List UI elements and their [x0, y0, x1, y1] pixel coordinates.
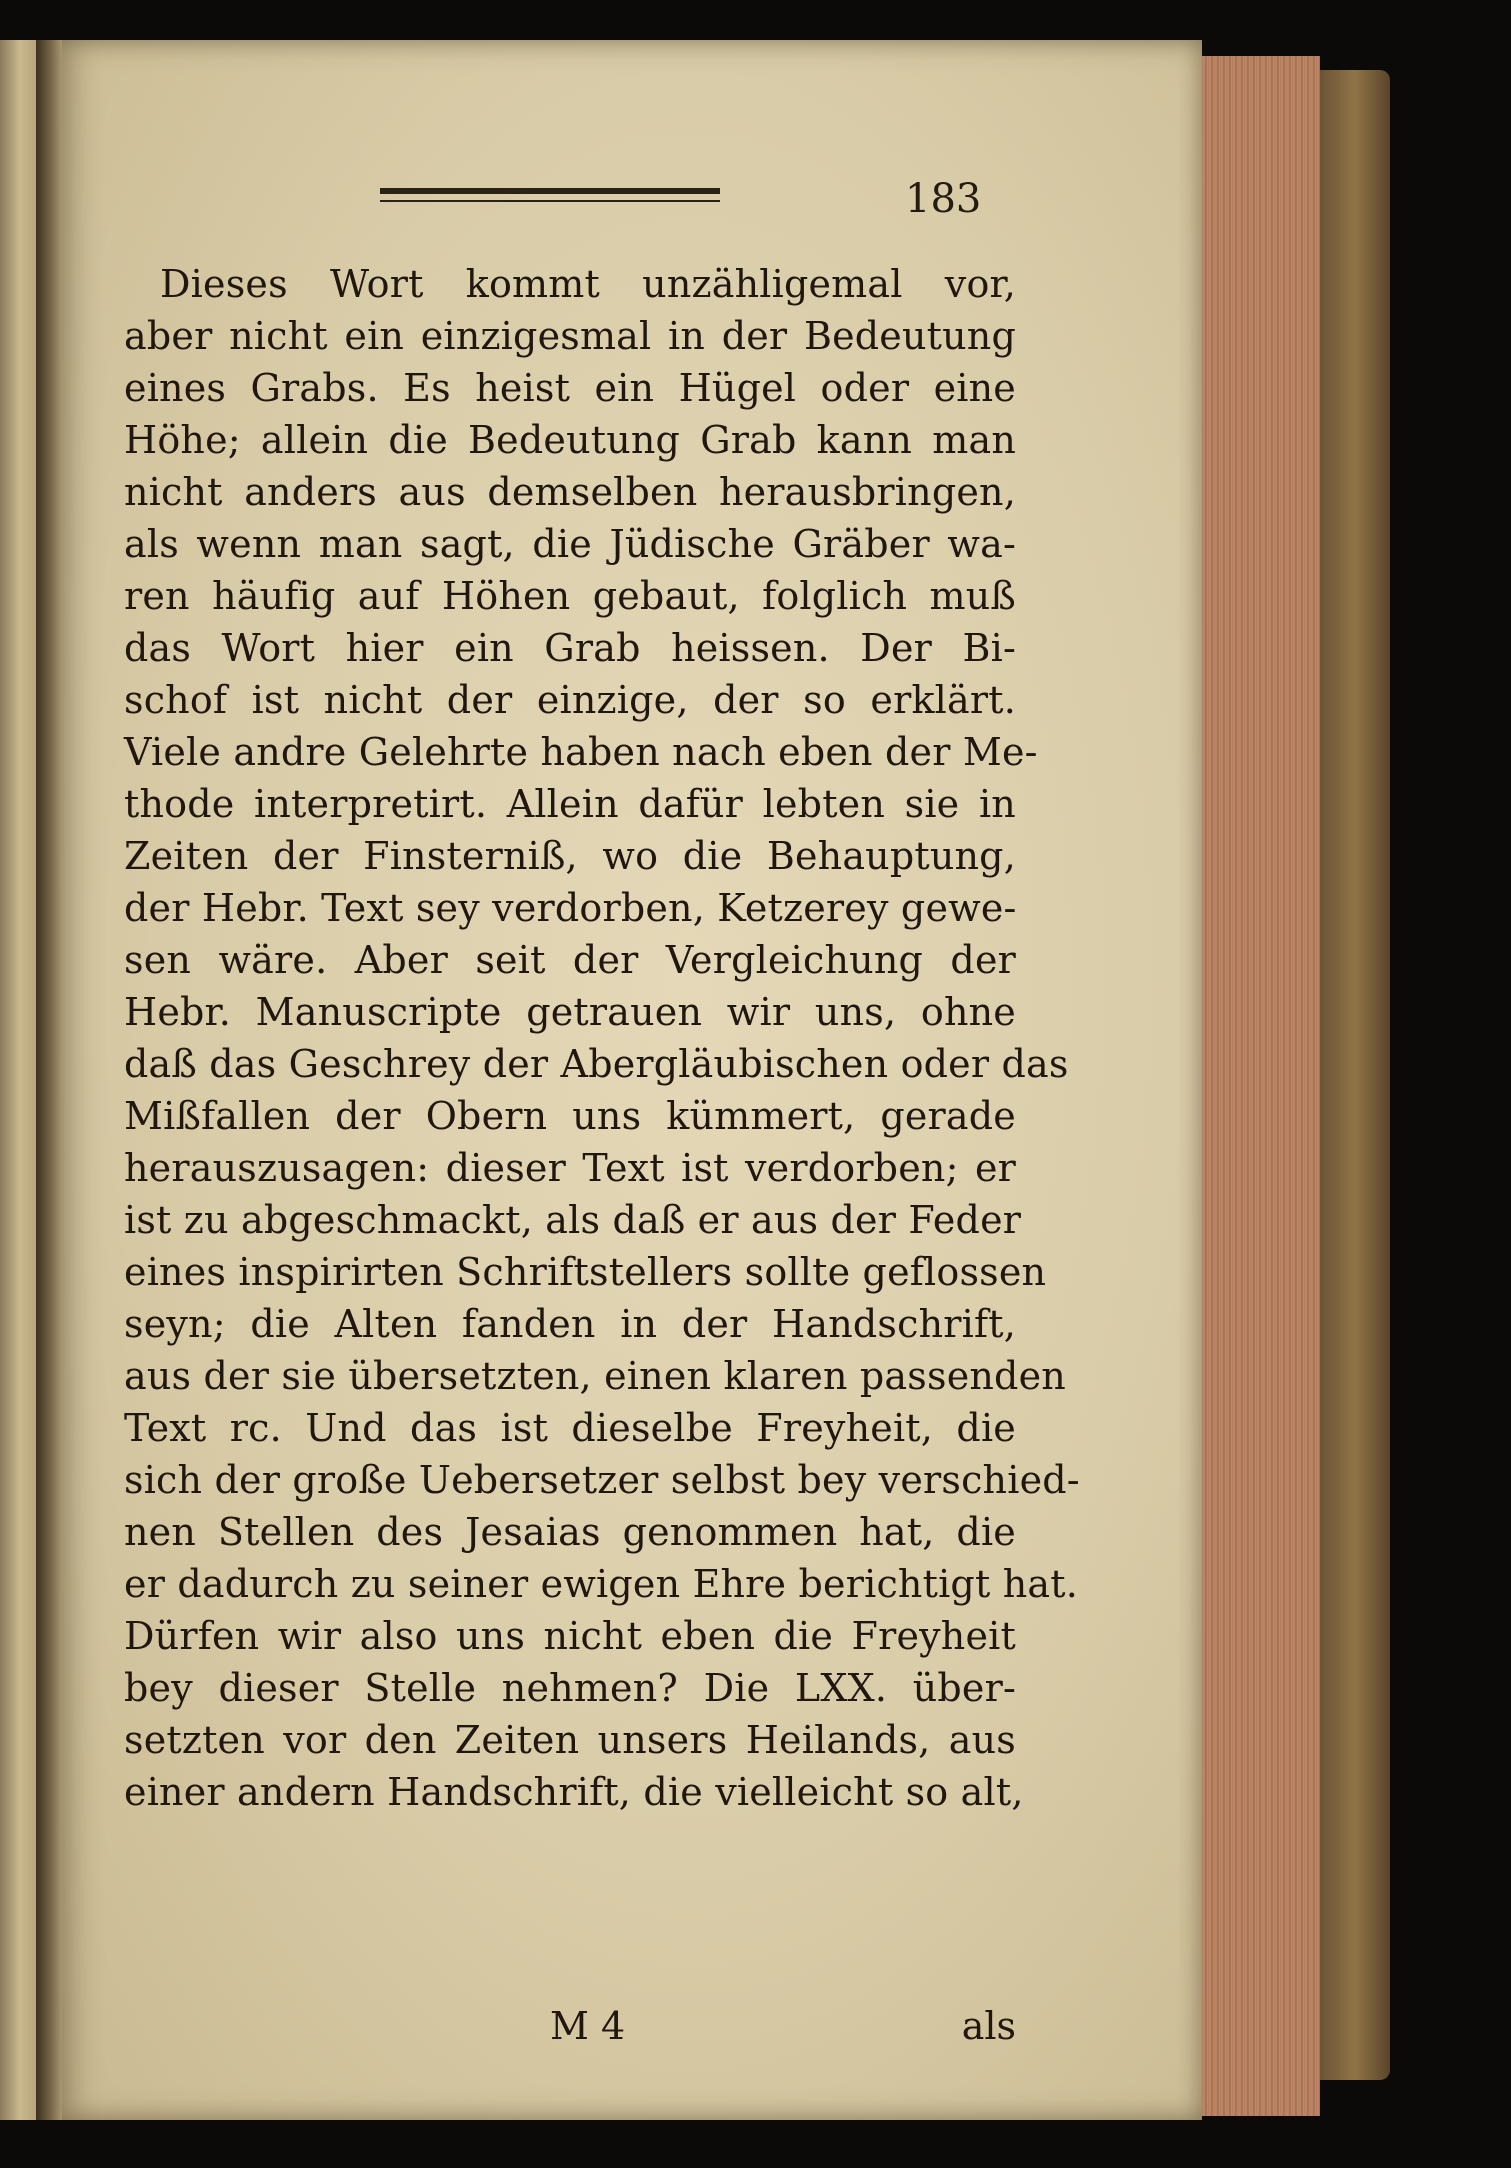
page-footer — [124, 2000, 1016, 2052]
text-line: ist zu abgeschmackt, als daß er aus der Feder — [124, 1198, 1022, 1242]
text-line: Zeiten der Finsterniß, wo die Behauptung, — [124, 834, 1016, 878]
text-line: eines inspirirten Schriftstellers sollte geflossen — [124, 1250, 1047, 1294]
text-line: Mißfallen der Obern uns kümmert, gerade — [124, 1094, 1016, 1138]
text-line: das Wort hier ein Grab heissen. Der Bi- — [124, 626, 1016, 670]
text-line: nen Stellen des Jesaias genommen hat, die — [124, 1510, 1016, 1554]
book-gutter — [36, 40, 62, 2120]
text-line: ren häufig auf Höhen gebaut, folglich muß — [124, 574, 1016, 618]
text-line: Viele andre Gelehrte haben nach eben der Me- — [124, 730, 1038, 774]
text-line: als wenn man sagt, die Jüdische Gräber wa- — [124, 522, 1016, 566]
text-line: aber nicht ein einzigesmal in der Bedeutung — [124, 314, 1016, 358]
text-line: herauszusagen: dieser Text ist verdorben; er — [124, 1146, 1016, 1190]
text-line: daß das Geschrey der Abergläubischen oder das — [124, 1042, 1069, 1086]
text-line: thode interpretirt. Allein dafür lebten sie in — [124, 782, 1016, 826]
text-line: setzten vor den Zeiten unsers Heilands, aus — [124, 1718, 1016, 1762]
text-line: Text rc. Und das ist dieselbe Freyheit, die — [124, 1406, 1016, 1450]
text-line: einer andern Handschrift, die vielleicht so alt, — [124, 1770, 1024, 1814]
header-rule — [380, 188, 720, 202]
text-line: er dadurch zu seiner ewigen Ehre berichtigt hat. — [124, 1562, 1078, 1606]
page-number: 183 — [905, 176, 982, 222]
text-line: der Hebr. Text sey verdorben, Ketzerey gewe- — [124, 886, 1017, 930]
text-line: aus der sie übersetzten, einen klaren passenden — [124, 1354, 1066, 1398]
text-line: Dieses Wort kommt unzähligemal vor, — [160, 262, 1016, 306]
text-line: nicht anders aus demselben herausbringen, — [124, 470, 1016, 514]
page-edges — [1202, 56, 1320, 2116]
text-line: sich der große Uebersetzer selbst bey verschied- — [124, 1458, 1080, 1502]
text-line: Höhe; allein die Bedeutung Grab kann man — [124, 418, 1016, 462]
printer-signature: M 4 — [550, 2004, 626, 2048]
facing-page-edge — [0, 40, 36, 2120]
book-cover-edge — [1320, 70, 1390, 2080]
text-line: seyn; die Alten fanden in der Handschrift, — [124, 1302, 1016, 1346]
text-line: Dürfen wir also uns nicht eben die Freyheit — [124, 1614, 1016, 1658]
text-line: bey dieser Stelle nehmen? Die LXX. über- — [124, 1666, 1016, 1710]
catchword: als — [961, 2004, 1016, 2048]
text-line: Hebr. Manuscripte getrauen wir uns, ohne — [124, 990, 1016, 1034]
text-line: sen wäre. Aber seit der Vergleichung der — [124, 938, 1016, 982]
text-line: schof ist nicht der einzige, der so erklärt. — [124, 678, 1016, 722]
body-text — [124, 258, 1080, 1818]
text-line: eines Grabs. Es heist ein Hügel oder eine — [124, 366, 1016, 410]
